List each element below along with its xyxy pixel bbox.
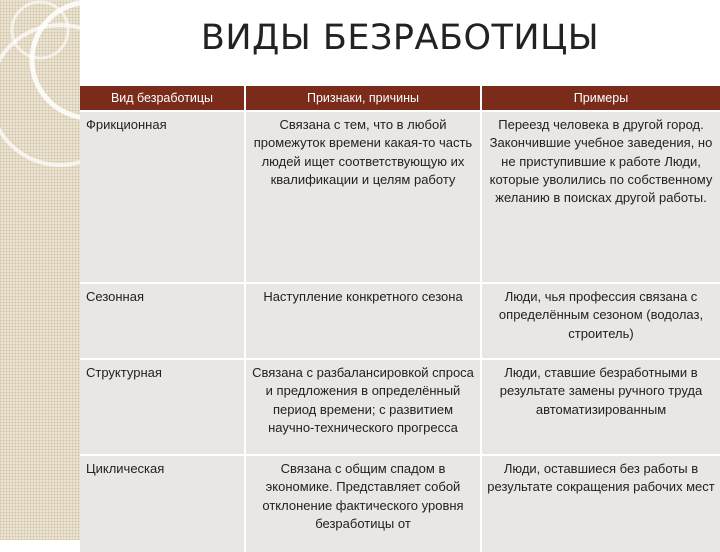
cell-examples: Люди, чья профессия связана с определённым сезоном (водолаз, строитель) [482, 282, 720, 358]
column-header-causes: Признаки, причины [246, 86, 482, 110]
cell-type: Циклическая [80, 454, 246, 552]
table-row [80, 358, 720, 454]
cell-type: Фрикционная [80, 110, 246, 282]
cell-type: Сезонная [80, 282, 246, 358]
cell-examples: Люди, ставшие безработными в результате замены ручного труда автоматизированным [482, 358, 720, 454]
column-header-examples: Примеры [482, 86, 720, 110]
table-row [80, 454, 720, 552]
unemployment-types-table [80, 86, 720, 552]
table-header-row [80, 86, 720, 110]
table-row [80, 282, 720, 358]
cell-causes: Связана с общим спадом в экономике. Представляет собой отклонение фактического уровня безработицы от [246, 454, 482, 552]
cell-examples: Люди, оставшиеся без работы в результате сокращения рабочих мест [482, 454, 720, 552]
table-row [80, 110, 720, 282]
cell-causes: Наступление конкретного сезона [246, 282, 482, 358]
page-title: ВИДЫ БЕЗРАБОТИЦЫ [200, 18, 600, 58]
column-header-type: Вид безработицы [80, 86, 246, 110]
cell-causes: Связана с тем, что в любой промежуток времени какая-то часть людей ищет соответствующую их квалификации и целям работу [246, 110, 482, 282]
cell-examples: Переезд человека в другой город. Закончившие учебное заведения, но не приступившие к работе Люди, которые уволились по собственному желанию в поисках другой работы. [482, 110, 720, 282]
cell-causes: Связана с разбалансировкой спроса и предложения в определённый период времени; с развитием научно-технического прогресса [246, 358, 482, 454]
cell-type: Структурная [80, 358, 246, 454]
